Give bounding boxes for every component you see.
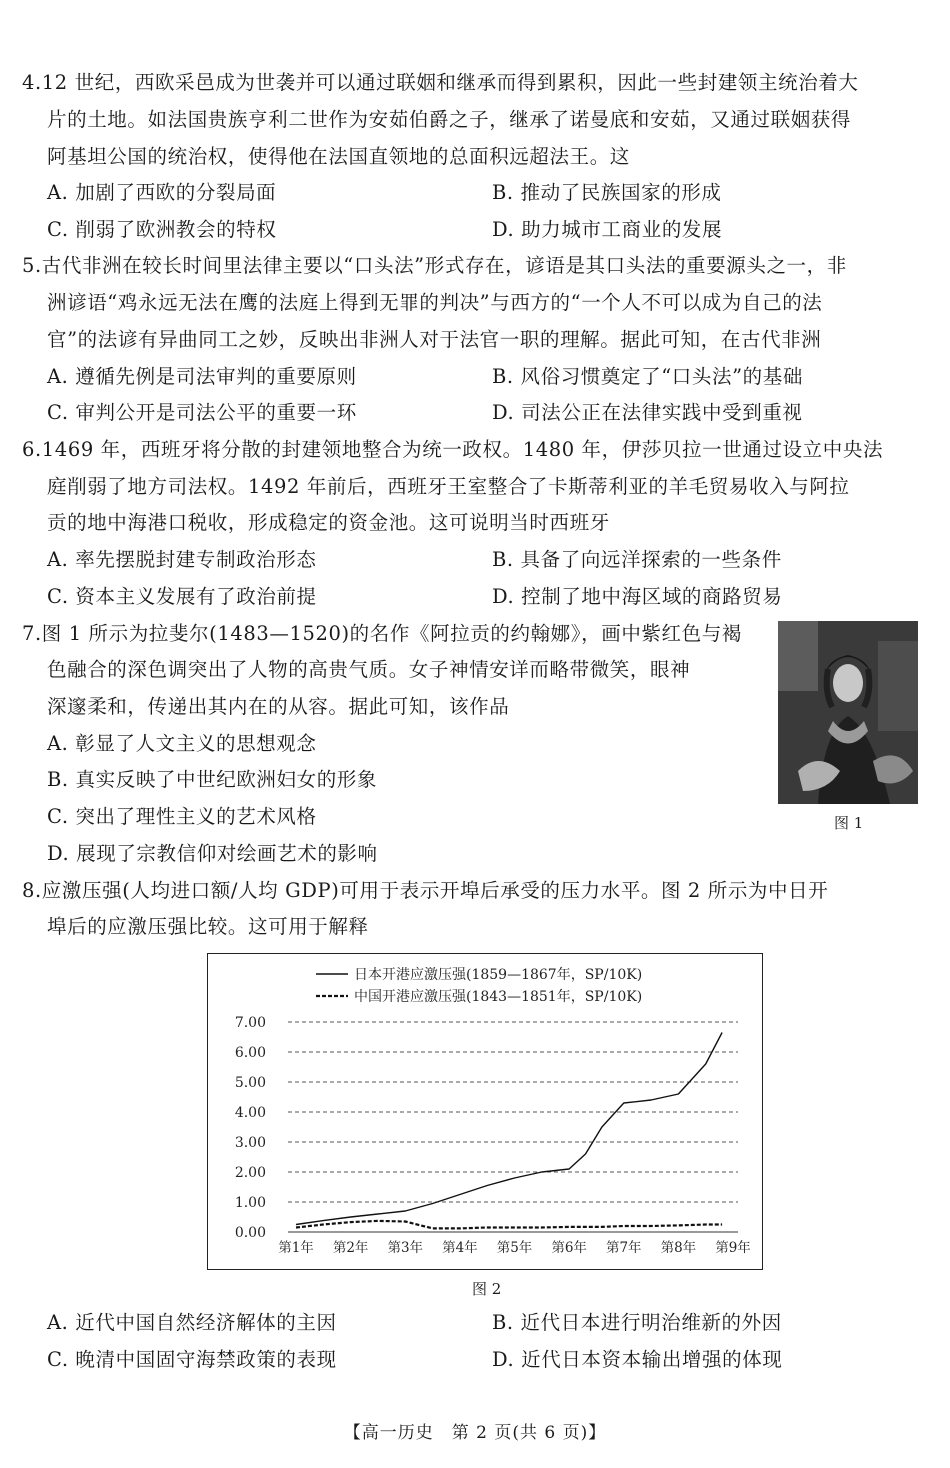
grid-lines <box>288 1022 738 1232</box>
q4-option-b: B. 推动了民族国家的形成 <box>492 181 722 204</box>
q7-option-d: D. 展现了宗教信仰对绘画艺术的影响 <box>47 842 378 865</box>
q7-stem-line-2: 色融合的深色调突出了人物的高贵气质。女子神情安详而略带微笑，眼神 <box>47 658 691 681</box>
x-tick-label: 第7年 <box>605 1240 642 1256</box>
y-tick-label: 3.00 <box>234 1135 266 1151</box>
stress-pressure-chart <box>207 953 763 1270</box>
x-tick-label: 第3年 <box>387 1240 424 1256</box>
q4-option-c: C. 削弱了欧洲教会的特权 <box>47 218 277 241</box>
q5-option-b: B. 风俗习惯奠定了“口头法”的基础 <box>492 365 803 388</box>
x-tick-label: 第2年 <box>332 1240 369 1256</box>
china-series-line <box>296 1221 722 1229</box>
q6-stem-line-1: 6.1469 年，西班牙将分散的封建领地整合为统一政权。1480 年，伊莎贝拉一世通过设立中央法 <box>22 438 884 461</box>
q4-stem-line-3: 阿基坦公国的统治权，使得他在法国直领地的总面积远超法王。这 <box>47 145 630 168</box>
q5-stem-line-1: 5.古代非洲在较长时间里法律主要以“口头法”形式存在，谚语是其口头法的重要源头之一，非 <box>22 254 847 277</box>
page-footer: 【高一历史 第 2 页(共 6 页)】 <box>343 1423 607 1443</box>
q7-stem-line-1: 7.图 1 所示为拉斐尔(1483—1520)的名作《阿拉贡的约翰娜》，画中紫红色与褐 <box>22 622 742 645</box>
q6-option-a: A. 率先摆脱封建专制政治形态 <box>47 548 317 571</box>
chart-legend <box>316 966 642 1005</box>
portrait-painting-image <box>778 621 918 804</box>
x-tick-label: 第9年 <box>715 1240 751 1256</box>
q6-stem-line-2: 庭削弱了地方司法权。1492 年前后，西班牙王室整合了卡斯蒂利亚的羊毛贸易收入与阿拉 <box>47 475 850 498</box>
q4-stem-line-2: 片的土地。如法国贵族亨利二世作为安茹伯爵之子，继承了诺曼底和安茹，又通过联姻获得 <box>47 108 852 131</box>
q6-option-c: C. 资本主义发展有了政治前提 <box>47 585 317 608</box>
q5-stem-line-2: 洲谚语“鸡永远无法在鹰的法庭上得到无罪的判决”与西方的“一个人不可以成为自己的法 <box>47 291 823 314</box>
portrait-drawing <box>778 621 918 804</box>
q8-stem-line-1: 8.应激压强(人均进口额/人均 GDP)可用于表示开埠后承受的压力水平。图 2 所示为中日开 <box>22 879 829 902</box>
q5-option-d: D. 司法公正在法律实践中受到重视 <box>492 401 803 424</box>
series-lines <box>296 1033 722 1229</box>
y-tick-label: 6.00 <box>234 1045 266 1061</box>
q6-stem-line-3: 贡的地中海港口税收，形成稳定的资金池。这可说明当时西班牙 <box>47 511 610 534</box>
q8-option-a: A. 近代中国自然经济解体的主因 <box>47 1311 337 1334</box>
q4-option-a: A. 加剧了西欧的分裂局面 <box>47 181 277 204</box>
q7-option-a: A. 彰显了人文主义的思想观念 <box>47 732 317 755</box>
figure-1-caption: 图 1 <box>834 814 864 832</box>
q6-option-d: D. 控制了地中海区域的商路贸易 <box>492 585 783 608</box>
q7-option-c: C. 突出了理性主义的艺术风格 <box>47 805 317 828</box>
y-axis-ticks <box>235 1015 266 1241</box>
q8-stem-line-2: 埠后的应激压强比较。这可用于解释 <box>47 915 369 938</box>
figure-2-caption: 图 2 <box>472 1280 502 1298</box>
japan-series-line <box>296 1033 722 1225</box>
legend-label: 中国开港应激压强(1843—1851年，SP/10K) <box>354 989 643 1005</box>
y-tick-label: 4.00 <box>234 1105 266 1121</box>
q7-stem-line-3: 深邃柔和，传递出其内在的从容。据此可知，该作品 <box>47 695 510 718</box>
y-tick-label: 1.00 <box>234 1195 266 1211</box>
q8-option-d: D. 近代日本资本输出增强的体现 <box>492 1348 783 1371</box>
q5-option-a: A. 遵循先例是司法审判的重要原则 <box>47 365 357 388</box>
x-tick-label: 第1年 <box>278 1240 314 1256</box>
x-tick-label: 第5年 <box>496 1240 533 1256</box>
y-tick-label: 7.00 <box>234 1015 266 1031</box>
x-tick-label: 第8年 <box>660 1240 697 1256</box>
q4-option-d: D. 助力城市工商业的发展 <box>492 218 723 241</box>
x-tick-label: 第6年 <box>551 1240 587 1256</box>
q8-option-c: C. 晚清中国固守海禁政策的表现 <box>47 1348 337 1371</box>
y-tick-label: 2.00 <box>234 1165 266 1181</box>
chart-canvas <box>208 954 761 1268</box>
q8-option-b: B. 近代日本进行明治维新的外因 <box>492 1311 782 1334</box>
q4-stem-line-1: 4.12 世纪，西欧采邑成为世袭并可以通过联姻和继承而得到累积，因此一些封建领主统治着大 <box>22 71 859 94</box>
y-tick-label: 0.00 <box>234 1225 266 1241</box>
x-tick-label: 第4年 <box>442 1240 478 1256</box>
y-tick-label: 5.00 <box>234 1075 266 1091</box>
q7-option-b: B. 真实反映了中世纪欧洲妇女的形象 <box>47 768 378 791</box>
q5-stem-line-3: 官”的法谚有异曲同工之妙，反映出非洲人对于法官一职的理解。据此可知，在古代非洲 <box>47 328 822 351</box>
x-axis-ticks <box>278 1239 751 1256</box>
legend-label: 日本开港应激压强(1859—1867年，SP/10K) <box>354 967 643 983</box>
q6-option-b: B. 具备了向远洋探索的一些条件 <box>492 548 782 571</box>
q5-option-c: C. 审判公开是司法公平的重要一环 <box>47 401 357 424</box>
